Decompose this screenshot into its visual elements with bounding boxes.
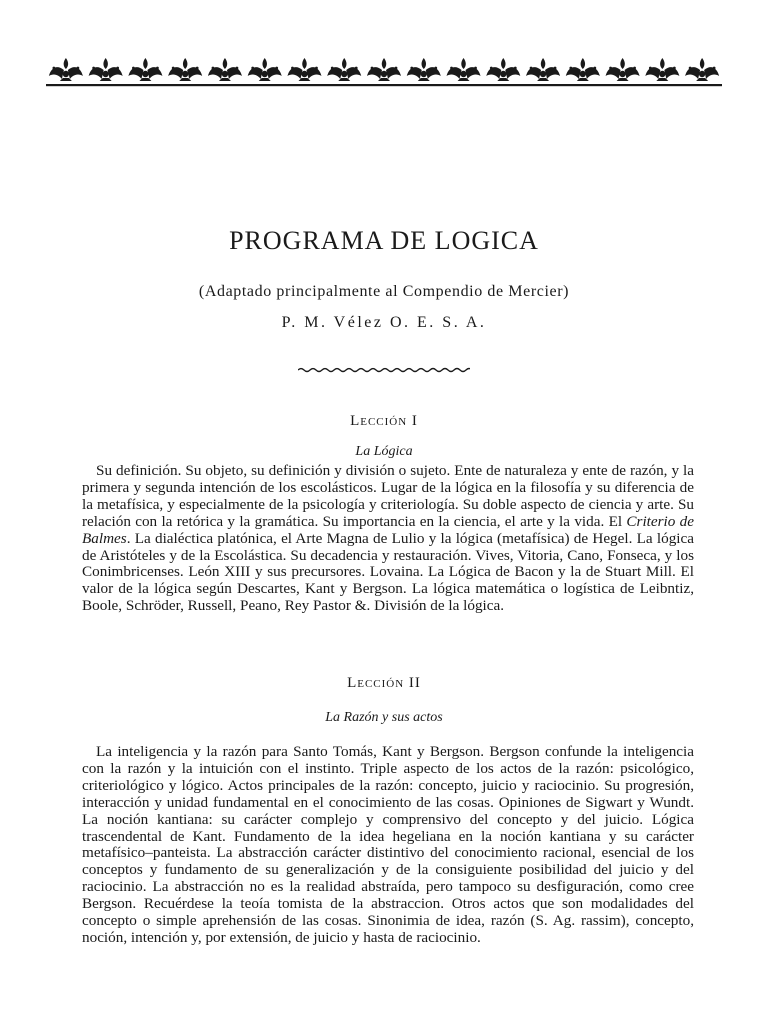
lesson-2-subtitle: La Razón y sus actos xyxy=(325,710,443,725)
ornament-motif xyxy=(367,58,401,81)
ornament-motif xyxy=(89,58,123,81)
ornament-motif xyxy=(566,58,600,81)
ornament-motif xyxy=(606,58,640,81)
lesson-2-text: La inteligencia y la razón para Santo Tomás, Kant y Bergson. Bergson confunde la inteligencia con la razón y la intuición con el instinto. Triple aspecto de los actos de la razón: psicológico, criteriológico y lógico. Actos principales de la razón: concepto, juicio y raciocinio. Su progresión, interacción y unidad fundamental en el conocimiento de las cosas. Opiniones de Sigwart y Wundt. La noción kantiana: su carácter complejo y comprensivo del concepto y del juicio. Lógica trascendental de Kant. Fundamento de la idea hegeliana en la noción kantiana y su carácter metafísico–panteista. La abstracción carácter distintivo del conocimiento racional, esencial de los conceptos y fundamento de su generalización y de la consiguiente posibilidad del juicio y del raciocinio. La abstracción no es la realidad abstraída, pero tampoco su desfiguración, como cree Bergson. Recuérdese la teoía tomista de la abstraccion. Otros actos que son modalidades del concepto o simple aprehensión de las cosas. Sinonimia de idea, razón (S. Ag. rassim), concepto, noción, intención y, por extensión, de juicio y hasta de raciocinio. xyxy=(82,743,694,946)
document-author: P. M. Vélez O. E. S. A. xyxy=(281,314,487,331)
ornament-motif xyxy=(645,58,679,81)
ornament-motif xyxy=(685,58,719,81)
lesson-1-italic-reference: Criterio de Balmes xyxy=(82,512,694,547)
lesson-2-paragraph xyxy=(82,744,694,947)
ornament-motif xyxy=(486,58,520,81)
ornament-motif xyxy=(168,58,202,81)
ornament-motif xyxy=(327,58,361,81)
document-title: PROGRAMA DE LOGICA xyxy=(229,226,539,255)
lesson-1-text-start: Su definición. Su objeto, su definición y división o sujeto. Ente de naturaleza y ente de razón, y la primera y segunda intención de los escolásticos. Lugar de la lógica en la filosofía y su diferencia de la metafísica, y especialmente de la psicología y criteriología. Su doble aspecto de ciencia y arte. Su relación con la retórica y la gramática. Su importancia en la ciencia, el arte y la vida. El xyxy=(82,462,694,530)
ornament-motifs xyxy=(49,58,719,81)
ornament-motif xyxy=(128,58,162,81)
ornament-motif xyxy=(248,58,282,81)
ornament-motif xyxy=(526,58,560,81)
lesson-1-heading: Lección I xyxy=(350,413,418,429)
ornament-motif xyxy=(447,58,481,81)
lesson-1-paragraph xyxy=(82,463,694,615)
ornament-motif xyxy=(208,58,242,81)
ornament-motif xyxy=(407,58,441,81)
ornamental-header-border xyxy=(46,54,722,90)
wavy-divider xyxy=(298,364,470,376)
lesson-1-text-end: . La dialéctica platónica, el Arte Magna de Lulio y la lógica (metafísica) de Hegel. La lógica de Aristóteles y de la Escolástica. Su decadencia y restauración. Vives, Vitoria, Cano, Fonseca, y los Conimbricenses. León XIII y sus precursores. Lovaina. La Lógica de Bacon y la de Stuart Mill. El valor de la lógica según Descartes, Kant y Bergson. La lógica matemática o logística de Leibntiz, Boole, Schröder, Russell, Peano, Rey Pastor &. División de la lógica. xyxy=(82,529,694,615)
header-rule xyxy=(46,84,722,86)
ornament-motif xyxy=(287,58,321,81)
document-subtitle: (Adaptado principalmente al Compendio de Mercier) xyxy=(198,283,570,300)
lesson-2-heading: Lección II xyxy=(347,675,421,691)
lesson-1-subtitle: La Lógica xyxy=(355,444,413,459)
ornament-motif xyxy=(49,58,83,81)
